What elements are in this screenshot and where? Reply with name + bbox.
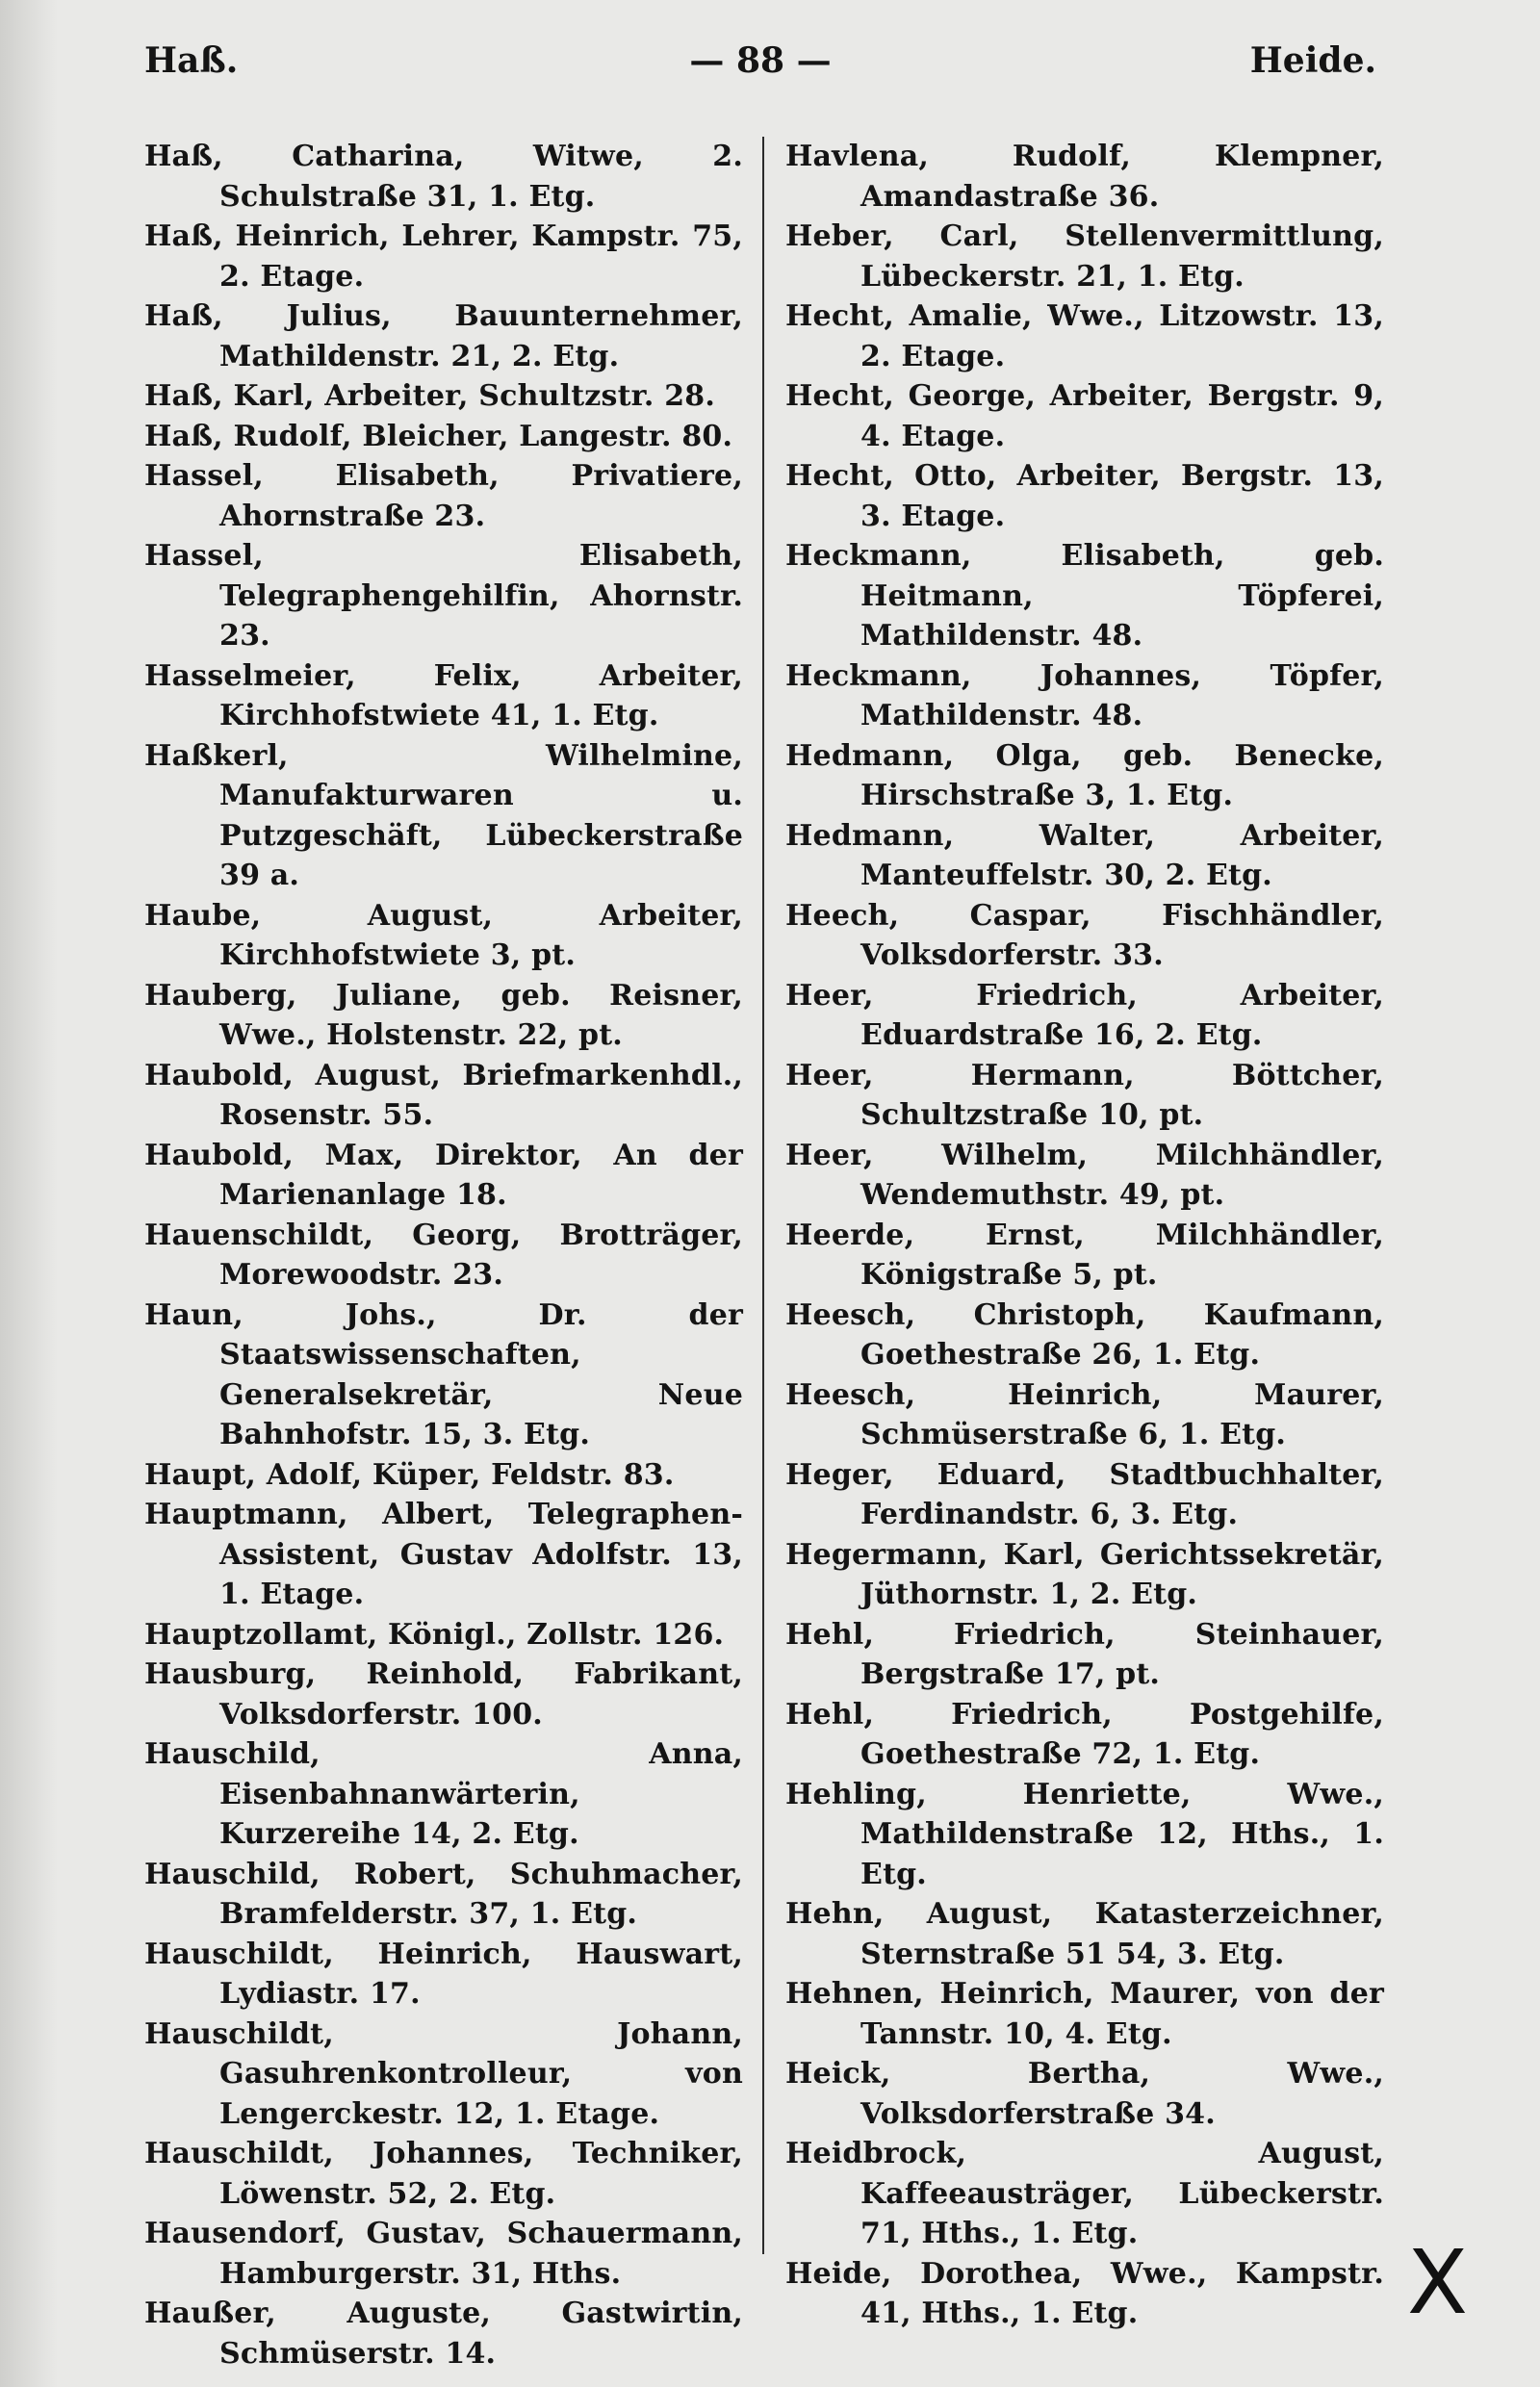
directory-entry: Hedmann, Olga, geb. Benecke, Hirschstraße 3, 1. Etg. <box>785 738 1384 812</box>
directory-entry: Hehling, Henriette, Wwe., Mathildenstraße 12, Hths., 1. Etg. <box>785 1777 1384 1891</box>
directory-entry: Hauschildt, Heinrich, Hauswart, Lydiastr. 17. <box>144 1937 743 2011</box>
directory-entry: Haupt, Adolf, Küper, Feldstr. 83. <box>144 1457 675 1492</box>
directory-entry: Haß, Karl, Arbeiter, Schultzstr. 28. <box>144 379 715 413</box>
directory-entry: Haß, Heinrich, Lehrer, Kampstr. 75, 2. Etage. <box>144 219 743 294</box>
directory-entry: Heech, Caspar, Fischhändler, Volksdorferstr. 33. <box>785 898 1384 972</box>
directory-entry: Hauschild, Robert, Schuhmacher, Bramfelderstr. 37, 1. Etg. <box>144 1857 743 1931</box>
directory-entry: Heick, Bertha, Wwe., Volksdorferstraße 34. <box>785 2057 1384 2131</box>
directory-entry: Haß, Rudolf, Bleicher, Langestr. 80. <box>144 419 733 453</box>
column-divider <box>762 137 764 2254</box>
directory-entry: Hauschildt, Johann, Gasuhrenkontrolleur, von Lengerckestr. 12, 1. Etage. <box>144 2016 743 2131</box>
directory-entry: Hegermann, Karl, Gerichtssekretär, Jüthornstr. 1, 2. Etg. <box>785 1537 1384 1611</box>
directory-entry: Hehl, Friedrich, Steinhauer, Bergstraße 17, pt. <box>785 1617 1384 1691</box>
directory-entry: Heesch, Christoph, Kaufmann, Goethestraße 26, 1. Etg. <box>785 1297 1384 1372</box>
directory-entry: Hauenschildt, Georg, Brotträger, Morewoodstr. 23. <box>144 1218 743 1292</box>
directory-entry: Havlena, Rudolf, Klempner, Amandastraße 36. <box>785 140 1384 214</box>
directory-entry: Heerde, Ernst, Milchhändler, Königstraße 5, pt. <box>785 1218 1384 1292</box>
directory-entry: Hehn, August, Katasterzeichner, Sternstraße 51 54, 3. Etg. <box>785 1897 1384 1971</box>
directory-entry: Heger, Eduard, Stadtbuchhalter, Ferdinandstr. 6, 3. Etg. <box>785 1457 1384 1531</box>
directory-entry: Heckmann, Johannes, Töpfer, Mathildenstr. 48. <box>785 658 1384 732</box>
directory-entry: Hasselmeier, Felix, Arbeiter, Kirchhofstwiete 41, 1. Etg. <box>144 658 743 732</box>
directory-entry: Haun, Johs., Dr. der Staatswissenschaften, Generalsekretär, Neue Bahnhofstr. 15, 3. Etg. <box>144 1297 743 1451</box>
scan-edge-shadow <box>0 0 58 2387</box>
directory-entry: Hecht, Otto, Arbeiter, Bergstr. 13, 3. Etage. <box>785 459 1384 533</box>
directory-entry: Hecht, George, Arbeiter, Bergstr. 9, 4. Etage. <box>785 379 1384 453</box>
directory-entry: Haßkerl, Wilhelmine, Manufakturwaren u. Putzgeschäft, Lübeckerstraße 39 a. <box>144 738 743 892</box>
directory-entry: Heber, Carl, Stellenvermittlung, Lübeckerstr. 21, 1. Etg. <box>785 219 1384 294</box>
directory-entry: Hauptmann, Albert, Telegraphen-Assistent, Gustav Adolfstr. 13, 1. Etage. <box>144 1498 743 1611</box>
directory-entry: Haß, Julius, Bauunternehmer, Mathildenstr. 21, 2. Etg. <box>144 299 743 373</box>
directory-entry: Hehl, Friedrich, Postgehilfe, Goethestraße 72, 1. Etg. <box>785 1697 1384 1771</box>
right-column <box>785 137 1384 2330</box>
handwritten-x-mark: X <box>1407 2231 1469 2334</box>
directory-entry: Hassel, Elisabeth, Privatiere, Ahornstraße 23. <box>144 459 743 533</box>
directory-entry: Haube, August, Arbeiter, Kirchhofstwiete 3, pt. <box>144 898 743 972</box>
directory-entry: Hedmann, Walter, Arbeiter, Manteuffelstr. 30, 2. Etg. <box>785 818 1384 892</box>
page-number: — 88 — <box>689 40 832 81</box>
directory-entry: Hecht, Amalie, Wwe., Litzowstr. 13, 2. Etage. <box>785 299 1384 373</box>
directory-entry: Hausburg, Reinhold, Fabrikant, Volksdorferstr. 100. <box>144 1657 743 1732</box>
directory-entry: Heesch, Heinrich, Maurer, Schmüserstraße 6, 1. Etg. <box>785 1377 1384 1451</box>
directory-entry: Hausendorf, Gustav, Schauermann, Hamburgerstr. 31, Hths. <box>144 2217 743 2291</box>
running-head-right: Heide. <box>1249 40 1376 81</box>
running-head-left: Haß. <box>144 40 239 81</box>
directory-entry: Hehnen, Heinrich, Maurer, von der Tannstr. 10, 4. Etg. <box>785 1977 1384 2051</box>
directory-entry: Heckmann, Elisabeth, geb. Heitmann, Töpferei, Mathildenstr. 48. <box>785 539 1384 653</box>
directory-entry: Hassel, Elisabeth, Telegraphengehilfin, Ahornstr. 23. <box>144 539 743 653</box>
directory-entry: Heer, Wilhelm, Milchhändler, Wendemuthstr. 49, pt. <box>785 1138 1384 1212</box>
directory-entry: Haußer, Auguste, Gastwirtin, Schmüserstr. 14. <box>144 2297 743 2371</box>
left-column <box>144 137 743 2371</box>
directory-entry: Hauschild, Anna, Eisenbahnanwärterin, Kurzereihe 14, 2. Etg. <box>144 1737 743 1851</box>
directory-entry: Hauschildt, Johannes, Techniker, Löwenstr. 52, 2. Etg. <box>144 2137 743 2211</box>
directory-entry: Heide, Dorothea, Wwe., Kampstr. 41, Hths., 1. Etg. <box>785 2256 1384 2330</box>
directory-entry: Heidbrock, August, Kaffeeausträger, Lübeckerstr. 71, Hths., 1. Etg. <box>785 2137 1384 2250</box>
directory-entry: Haubold, August, Briefmarkenhdl., Rosenstr. 55. <box>144 1058 743 1132</box>
directory-entry: Hauptzollamt, Königl., Zollstr. 126. <box>144 1617 725 1652</box>
directory-entry: Heer, Friedrich, Arbeiter, Eduardstraße 16, 2. Etg. <box>785 978 1384 1052</box>
directory-entry: Hauberg, Juliane, geb. Reisner, Wwe., Holstenstr. 22, pt. <box>144 978 743 1052</box>
directory-entry: Heer, Hermann, Böttcher, Schultzstraße 10, pt. <box>785 1058 1384 1132</box>
directory-entry: Haubold, Max, Direktor, An der Marienanlage 18. <box>144 1138 743 1212</box>
page-header <box>144 40 1376 98</box>
directory-entry: Haß, Catharina, Witwe, 2. Schulstraße 31, 1. Etg. <box>144 140 743 214</box>
